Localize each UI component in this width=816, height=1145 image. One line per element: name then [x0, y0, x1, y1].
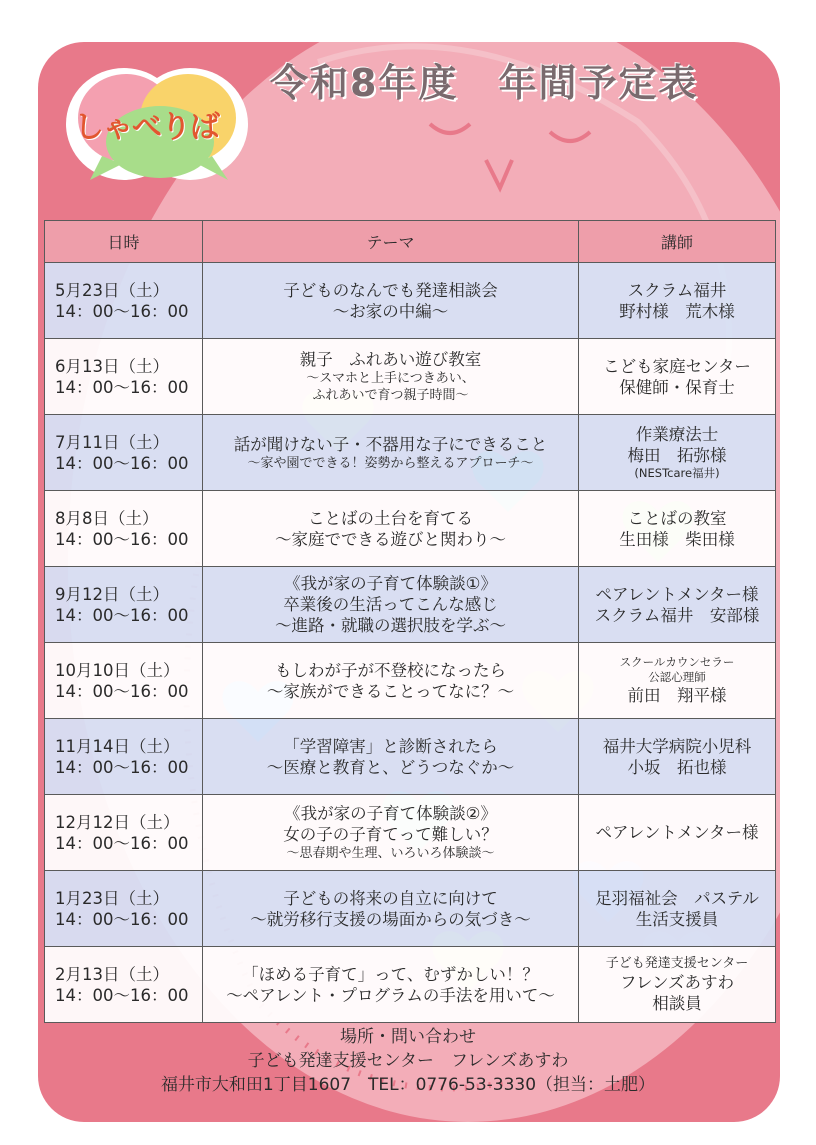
theme-cell	[203, 263, 579, 339]
theme-line: 「ほめる子育て」って、むずかしい！？	[242, 964, 539, 984]
lecturer-line: ペアレントメンター様	[595, 823, 759, 842]
date-cell	[45, 263, 203, 339]
theme-cell	[203, 947, 579, 1023]
theme-line: 〜家族ができることってなに？〜	[266, 681, 515, 701]
theme-line: 〜進路・就職の選択肢を学ぶ〜	[275, 616, 506, 635]
table-header-row	[45, 221, 776, 263]
lecturer-cell	[579, 947, 776, 1023]
theme-cell	[203, 719, 579, 795]
lecturer-cell	[579, 263, 776, 339]
theme-line: ふれあいで育つ親子時間〜	[312, 388, 469, 403]
session-date: 12月12日（土）	[55, 812, 180, 832]
lecturer-line: 梅田 拓弥様	[627, 446, 727, 465]
session-date: 5月23日（土）	[55, 280, 169, 300]
session-date: 8月8日（土）	[55, 508, 159, 528]
footer-address-phone: 福井市大和田1丁目1607 TEL：0776-53-3330（担当：土肥）	[160, 1075, 656, 1095]
date-cell	[45, 491, 203, 567]
theme-line: 子どものなんでも発達相談会	[283, 280, 498, 300]
theme-line: 親子 ふれあい遊び教室	[299, 350, 482, 369]
theme-cell	[203, 339, 579, 415]
session-time: 14：00〜16：00	[55, 301, 189, 321]
lecturer-line: 前田 翔平様	[627, 686, 727, 705]
table-row	[45, 795, 776, 871]
session-date: 10月10日（土）	[55, 660, 180, 680]
column-header-date: 日時	[45, 221, 203, 263]
date-cell	[45, 795, 203, 871]
footer-location-label: 場所・問い合わせ	[340, 1027, 476, 1047]
theme-cell	[203, 567, 579, 643]
session-date: 1月23日（土）	[55, 888, 169, 908]
lecturer-cell	[579, 567, 776, 643]
table-row	[45, 567, 776, 643]
date-cell	[45, 643, 203, 719]
lecturer-line: 公認心理師	[648, 670, 706, 684]
lecturer-line: こども家庭センター	[603, 356, 751, 376]
theme-line: 女の子の子育てって難しい？	[283, 825, 498, 844]
table-row	[45, 415, 776, 491]
column-header-lecturer: 講師	[579, 221, 776, 263]
table-row	[45, 719, 776, 795]
theme-line: 話が聞けない子・不器用な子にできること	[233, 434, 548, 454]
date-cell	[45, 339, 203, 415]
lecturer-line: スクラム福井	[627, 280, 727, 300]
date-cell	[45, 719, 203, 795]
session-time: 14：00〜16：00	[55, 605, 189, 625]
session-date: 2月13日（土）	[55, 964, 169, 984]
lecturer-line: ペアレントメンター様	[595, 584, 759, 604]
lecturer-cell	[579, 719, 776, 795]
lecturer-cell	[579, 339, 776, 415]
session-time: 14：00〜16：00	[55, 757, 189, 777]
theme-cell	[203, 795, 579, 871]
theme-cell	[203, 643, 579, 719]
lecturer-line: 足羽福祉会 パステル	[595, 888, 759, 908]
lecturer-line: 福井大学病院小児科	[602, 736, 752, 756]
lecturer-line: フレンズあすわ	[620, 973, 734, 992]
table-row	[45, 947, 776, 1023]
lecturer-line: 子ども発達支援センター	[605, 956, 749, 971]
table-row	[45, 339, 776, 415]
theme-line: 〜家や園でできる！姿勢から整えるアプローチ〜	[247, 455, 534, 471]
date-cell	[45, 947, 203, 1023]
logo-text: しゃべりば	[74, 110, 219, 145]
table-row	[45, 643, 776, 719]
theme-line: 〜家庭でできる遊びと関わり〜	[275, 529, 506, 549]
date-cell	[45, 871, 203, 947]
session-date: 9月12日（土）	[55, 584, 169, 604]
theme-line: 〜スマホと上手につきあい、	[306, 371, 475, 386]
table-row	[45, 491, 776, 567]
theme-line: 〜ペアレント・プログラムの手法を用いて〜	[226, 985, 555, 1005]
session-date: 7月11日（土）	[55, 432, 169, 452]
date-cell	[45, 415, 203, 491]
theme-line: 子どもの将来の自立に向けて	[283, 888, 498, 908]
theme-line: もしわが子が不登校になったら	[275, 660, 506, 680]
session-date: 6月13日（土）	[55, 356, 169, 376]
theme-line: 《我が家の子育て体験談②》	[284, 804, 497, 823]
table-row	[45, 263, 776, 339]
lecturer-line: 小坂 拓也様	[627, 757, 727, 777]
session-date: 11月14日（土）	[55, 736, 180, 756]
theme-line: 〜思春期や生理、いろいろ体験談〜	[286, 846, 495, 861]
session-time: 14：00〜16：00	[55, 681, 189, 701]
schedule-table	[44, 220, 776, 1023]
session-time: 14：00〜16：00	[55, 453, 189, 473]
lecturer-cell	[579, 415, 776, 491]
theme-cell	[203, 871, 579, 947]
theme-line: 〜就労移行支援の場面からの気づき〜	[250, 909, 531, 929]
theme-line: ことばの土台を育てる	[308, 508, 473, 528]
session-time: 14：00〜16：00	[55, 529, 189, 549]
session-time: 14：00〜16：00	[55, 377, 189, 397]
lecturer-line: スクラム福井 安部様	[594, 605, 760, 625]
lecturer-cell	[579, 643, 776, 719]
theme-line: 「学習障害」と診断されたら	[283, 736, 498, 756]
page-title: 令和8年度 年間予定表	[270, 61, 699, 105]
lecturer-cell	[579, 491, 776, 567]
session-time: 14：00〜16：00	[55, 909, 189, 929]
lecturer-line: ことばの教室	[627, 508, 727, 528]
lecturer-line: 生活支援員	[635, 909, 719, 929]
theme-line: 《我が家の子育て体験談①》	[284, 574, 497, 593]
session-time: 14：00〜16：00	[55, 833, 189, 853]
lecturer-line: 作業療法士	[635, 425, 719, 444]
date-cell	[45, 567, 203, 643]
lecturer-line: 野村様 荒木様	[619, 301, 735, 321]
theme-line: 卒業後の生活ってこんな感じ	[283, 595, 498, 614]
lecturer-line: 保健師・保育士	[619, 377, 735, 397]
session-time: 14：00〜16：00	[55, 985, 189, 1005]
theme-line: 〜お家の中編〜	[332, 301, 449, 321]
column-header-theme: テーマ	[203, 221, 579, 263]
lecturer-cell	[579, 795, 776, 871]
lecturer-line: 相談員	[652, 994, 702, 1013]
theme-cell	[203, 415, 579, 491]
lecturer-line: 生田様 柴田様	[619, 529, 735, 549]
lecturer-line: (NESTcare福井)	[634, 466, 720, 480]
theme-cell	[203, 491, 579, 567]
table-row	[45, 871, 776, 947]
lecturer-line: スクールカウンセラー	[619, 655, 735, 669]
footer-center-name: 子ども発達支援センター フレンズあすわ	[247, 1051, 569, 1071]
lecturer-cell	[579, 871, 776, 947]
theme-line: 〜医療と教育と、どうつなぐか〜	[266, 757, 515, 777]
